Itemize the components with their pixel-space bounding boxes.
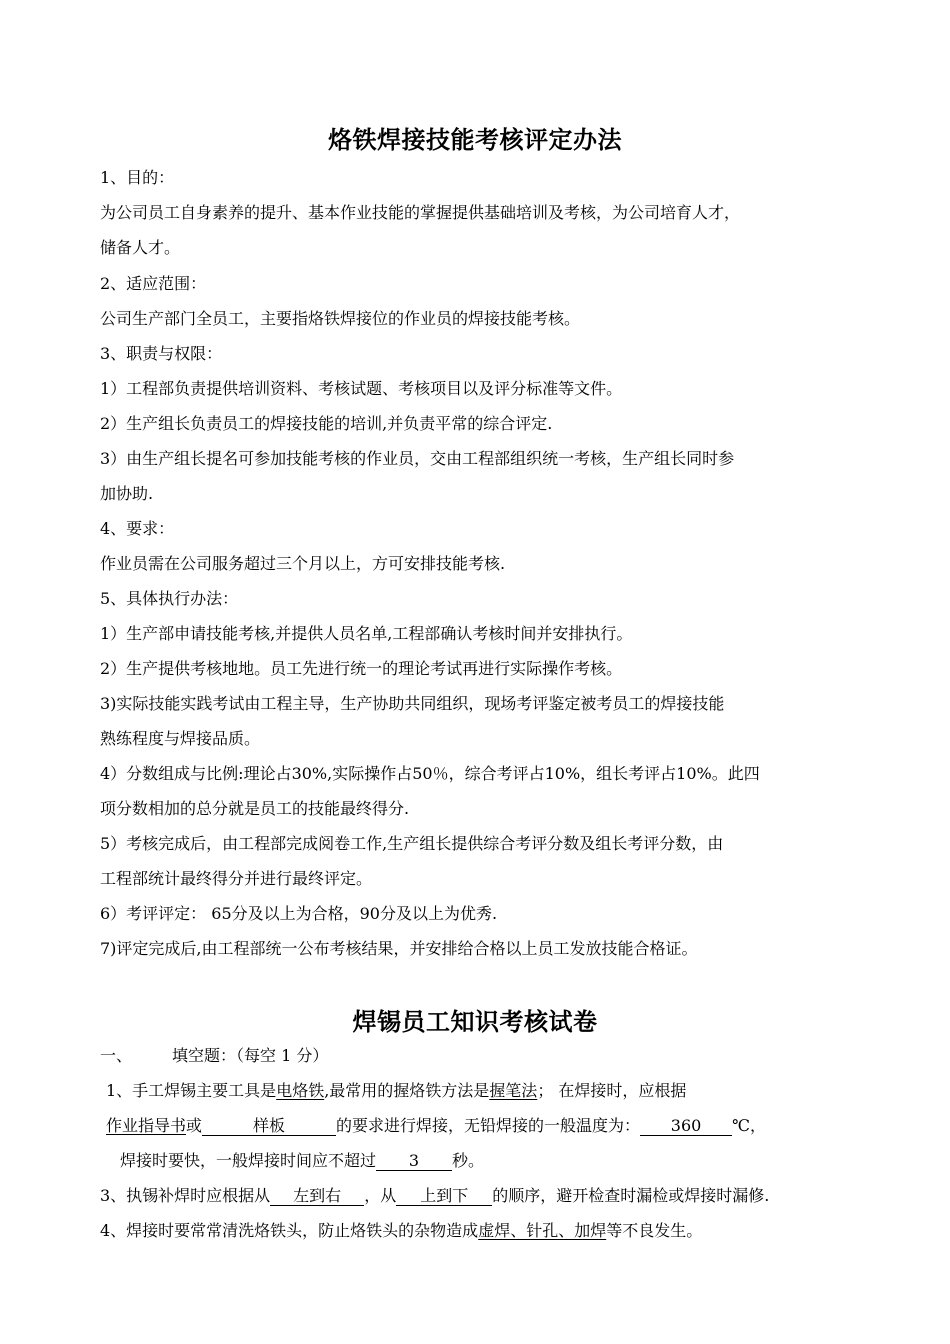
procedure-heading: 5、具体执行办法：: [100, 589, 239, 608]
answer-tool: 电烙铁: [276, 1081, 325, 1100]
responsibility-heading: 3、职责与权限：: [100, 344, 223, 363]
answer-time: 3: [376, 1152, 452, 1171]
question-text: 4、焊接时要常常清洗烙铁头，防止烙铁头的杂物造成: [100, 1221, 479, 1240]
question-text: ； 在焊接时，应根据: [537, 1081, 687, 1100]
procedure-item-1: 1）生产部申请技能考核,并提供人员名单,工程部确认考核时间并安排执行。: [100, 624, 633, 643]
responsibility-item-3-line-2: 加协助.: [100, 484, 154, 503]
section-number: 一、: [100, 1046, 133, 1065]
procedure-item-4-line-1: 4）分数组成与比例:理论占30%,实际操作占50％，综合考评占10%，组长考评占10%。此四: [100, 764, 760, 783]
question-text: 等不良发生。: [606, 1221, 703, 1240]
question-1-line-3: [120, 1151, 890, 1171]
answer-instruction: 作业指导书: [106, 1116, 187, 1135]
procedure-item-5-line-1: 5）考核完成后，由工程部完成阅卷工作,生产组长提供综合考评分数及组长考评分数，由: [100, 834, 724, 853]
question-text: 的要求进行焊接，无铅焊接的一般温度为：: [336, 1116, 641, 1135]
procedure-item-6: 6）考评评定： 65分及以上为合格，90分及以上为优秀.: [100, 904, 498, 923]
question-text: ，从: [364, 1186, 397, 1205]
question-text: 的顺序，避开检查时漏检或焊接时漏修.: [492, 1186, 770, 1205]
procedure-item-4-line-2: 项分数相加的总分就是员工的技能最终得分.: [100, 799, 410, 818]
procedure-item-5-line-2: 工程部统计最终得分并进行最终评定。: [100, 869, 373, 888]
question-text: 焊接时要快，一般焊接时间应不超过: [120, 1151, 377, 1170]
question-3: [100, 1186, 870, 1206]
scope-heading: 2、适应范围：: [100, 274, 207, 293]
purpose-text-line-2: 储备人才。: [100, 238, 181, 257]
requirement-text: 作业员需在公司服务超过三个月以上，方可安排技能考核.: [100, 554, 506, 573]
answer-temperature: 360: [640, 1117, 732, 1136]
procedure-item-7: 7)评定完成后,由工程部统一公布考核结果，并安排给合格以上员工发放技能合格证。: [100, 939, 698, 958]
answer-defects: 虚焊、针孔、加焊: [478, 1221, 607, 1240]
document-title: 烙铁焊接技能考核评定办法: [328, 125, 622, 154]
answer-direction-vertical: 上到下: [396, 1187, 492, 1206]
question-1-line-2: [106, 1116, 876, 1136]
responsibility-item-2: 2）生产组长负责员工的焊接技能的培训,并负责平常的综合评定.: [100, 414, 553, 433]
answer-direction-horizontal: 左到右: [270, 1187, 364, 1206]
exam-title: 焊锡员工知识考核试卷: [352, 1007, 598, 1036]
question-text: 3、执锡补焊时应根据从: [100, 1186, 271, 1205]
responsibility-item-3-line-1: 3）由生产组长提名可参加技能考核的作业员，交由工程部组织统一考核，生产组长同时参: [100, 449, 735, 468]
question-text: 秒。: [452, 1151, 485, 1170]
question-text: 1、手工焊锡主要工具是: [106, 1081, 277, 1100]
purpose-text-line-1: 为公司员工自身素养的提升、基本作业技能的掌握提供基础培训及考核，为公司培育人才，: [100, 203, 741, 222]
question-text: ℃，: [732, 1116, 766, 1135]
section-label: 填空题：（每空 1 分）: [172, 1046, 329, 1065]
section-fill-in-heading: [100, 1046, 870, 1066]
procedure-item-3-line-1: 3)实际技能实践考试由工程主导，生产协助共同组织，现场考评鉴定被考员工的焊接技能: [100, 694, 725, 713]
procedure-item-3-line-2: 熟练程度与焊接品质。: [100, 729, 261, 748]
requirement-heading: 4、要求：: [100, 519, 175, 538]
procedure-item-2: 2）生产提供考核地地。员工先进行统一的理论考试再进行实际操作考核。: [100, 659, 623, 678]
scope-text: 公司生产部门全员工，主要指烙铁焊接位的作业员的焊接技能考核。: [100, 309, 581, 328]
answer-sample: 样板: [202, 1117, 336, 1136]
question-1-line-1: [106, 1081, 876, 1101]
answer-grip-method: 握笔法: [489, 1081, 538, 1100]
question-text: ,最常用的握烙铁方法是: [324, 1081, 490, 1100]
responsibility-item-1: 1）工程部负责提供培训资料、考核试题、考核项目以及评分标准等文件。: [100, 379, 623, 398]
question-text: 或: [186, 1116, 203, 1135]
question-4: [100, 1221, 870, 1241]
purpose-heading: 1、目的：: [100, 168, 175, 187]
